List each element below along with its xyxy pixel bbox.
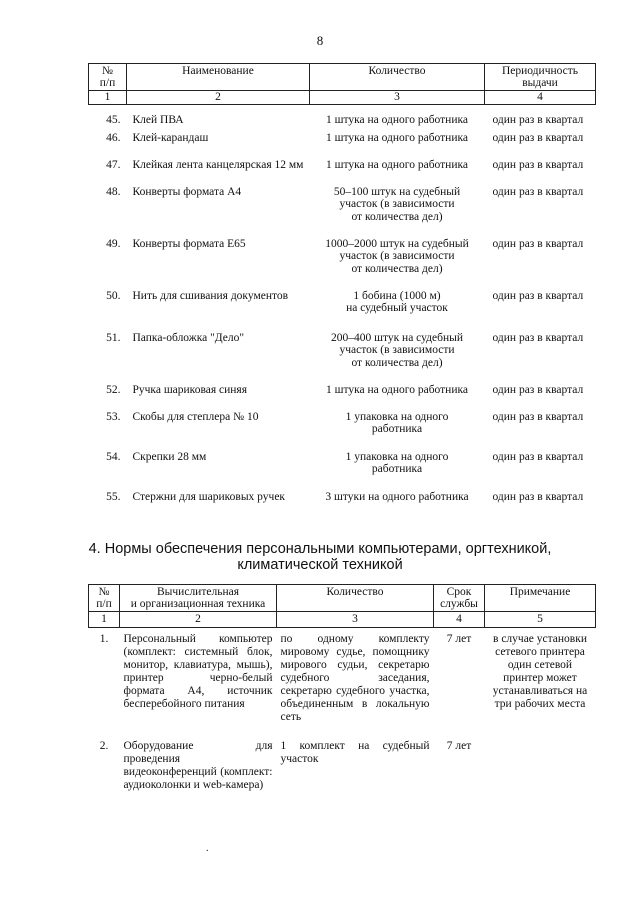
table-header-row xyxy=(89,64,596,91)
item-quantity: 50–100 штук на судебный участок (в зависимости от количества дел) xyxy=(333,185,461,223)
item-period: один раз в квартал xyxy=(492,131,584,144)
table-row xyxy=(89,740,596,810)
item-name: Клей-карандаш xyxy=(132,131,209,144)
column-number: 2 xyxy=(127,91,310,105)
row-number: 52. xyxy=(106,383,121,396)
section-title: 4. Нормы обеспечения персональными компьютерами, оргтехникой, климатической техникой xyxy=(88,541,552,573)
column-number: 1 xyxy=(89,91,127,105)
column-number: 3 xyxy=(277,612,434,628)
header-name: Наименование xyxy=(127,64,310,91)
row-number: 48. xyxy=(106,185,121,198)
header-number: № п/п xyxy=(89,64,127,91)
column-number: 5 xyxy=(485,612,596,628)
header-quantity: Количество xyxy=(310,64,485,91)
item-quantity: 1 бобина (1000 м) на судебный участок xyxy=(346,289,448,314)
item-quantity: 200–400 штук на судебный участок (в зависимости от количества дел) xyxy=(330,331,464,369)
item-period: один раз в квартал xyxy=(492,289,584,302)
table-row xyxy=(89,411,596,451)
item-name: Скобы для степлера № 10 xyxy=(132,410,259,423)
item-name: Конверты формата А4 xyxy=(132,185,242,198)
header-period: Периодичность выдачи xyxy=(485,64,596,91)
equipment-name: Персональный компьютер (комплект: системный блок, монитор, клавиатура, мышь), принтер черно-белый формата А4, источник бесперебойного питания xyxy=(123,633,273,710)
item-period: один раз в квартал xyxy=(492,383,584,396)
table-header-row xyxy=(89,585,596,612)
item-quantity: 1 упаковка на одного работника xyxy=(345,410,449,435)
equipment-quantity: 1 комплект на судебный участок xyxy=(280,739,430,765)
supplies-table xyxy=(88,63,596,521)
table-row xyxy=(89,186,596,238)
column-number-row xyxy=(89,91,596,105)
item-name: Папка-обложка "Дело" xyxy=(132,331,245,344)
header-term: Срок службы xyxy=(434,585,485,612)
item-name: Нить для сшивания документов xyxy=(132,289,289,302)
item-period: один раз в квартал xyxy=(492,158,584,171)
row-number: 2. xyxy=(99,739,109,752)
equipment-note xyxy=(485,740,596,810)
row-number: 51. xyxy=(106,331,121,344)
item-period: один раз в квартал xyxy=(492,114,584,126)
equipment-table xyxy=(88,584,596,810)
column-number: 1 xyxy=(89,612,120,628)
column-number: 4 xyxy=(434,612,485,628)
item-period: один раз в квартал xyxy=(492,237,584,250)
row-number: 49. xyxy=(106,237,121,250)
item-period: один раз в квартал xyxy=(492,185,584,198)
item-name: Клейкая лента канцелярская 12 мм xyxy=(132,158,304,171)
column-number-row xyxy=(89,612,596,628)
table-row xyxy=(89,384,596,411)
equipment-note: в случае установки сетевого принтера один сетевой принтер может устанавливаться на три рабочих места xyxy=(492,633,588,710)
item-quantity: 1 штука на одного работника xyxy=(325,114,468,126)
row-number: 53. xyxy=(106,410,121,423)
table-row xyxy=(89,628,596,740)
item-quantity: 1000–2000 штук на судебный участок (в зависимости от количества дел) xyxy=(325,237,469,275)
table-row xyxy=(89,132,596,159)
service-term: 7 лет xyxy=(446,739,472,752)
row-number: 50. xyxy=(106,289,121,302)
row-number: 46. xyxy=(106,131,121,144)
row-number: 47. xyxy=(106,158,121,171)
header-number: № п/п xyxy=(89,585,120,612)
table-row xyxy=(89,451,596,491)
item-quantity: 1 штука на одного работника xyxy=(325,158,468,171)
header-quantity: Количество xyxy=(277,585,434,612)
footer-mark: . xyxy=(206,843,209,854)
table-row xyxy=(89,159,596,186)
item-name: Клей ПВА xyxy=(132,114,184,126)
item-name: Конверты формата Е65 xyxy=(132,237,246,250)
item-name: Ручка шариковая синяя xyxy=(132,383,247,396)
equipment-name: Оборудование для проведения видеоконференций (комплект: аудиоколонки и web-камера) xyxy=(123,739,273,791)
item-quantity: 3 штуки на одного работника xyxy=(325,490,469,503)
item-name: Стержни для шариковых ручек xyxy=(132,490,286,503)
item-quantity: 1 штука на одного работника xyxy=(325,131,468,144)
row-number: 45. xyxy=(106,114,121,126)
table-row xyxy=(89,332,596,384)
header-note: Примечание xyxy=(485,585,596,612)
item-quantity: 1 штука на одного работника xyxy=(325,383,468,396)
service-term: 7 лет xyxy=(446,633,472,645)
column-number: 3 xyxy=(310,91,485,105)
row-number: 1. xyxy=(99,633,109,645)
page-number: 8 xyxy=(316,33,324,48)
item-name: Скрепки 28 мм xyxy=(132,450,207,463)
item-period: один раз в квартал xyxy=(492,410,584,423)
header-equipment: Вычислительная и организационная техника xyxy=(120,585,277,612)
table-row xyxy=(89,290,596,332)
table-row xyxy=(89,105,596,132)
table-row xyxy=(89,238,596,290)
item-period: один раз в квартал xyxy=(492,490,584,503)
item-quantity: 1 упаковка на одного работника xyxy=(345,450,449,475)
row-number: 55. xyxy=(106,490,121,503)
row-number: 54. xyxy=(106,450,121,463)
item-period: один раз в квартал xyxy=(492,331,584,344)
column-number: 4 xyxy=(485,91,596,105)
table-row xyxy=(89,491,596,521)
column-number: 2 xyxy=(120,612,277,628)
item-period: один раз в квартал xyxy=(492,450,584,463)
equipment-quantity: по одному комплекту мировому судье, помощнику мирового судьи, секретарю судебного заседания, секретарю судебного участка, объединенным в локальную сеть xyxy=(280,633,430,723)
